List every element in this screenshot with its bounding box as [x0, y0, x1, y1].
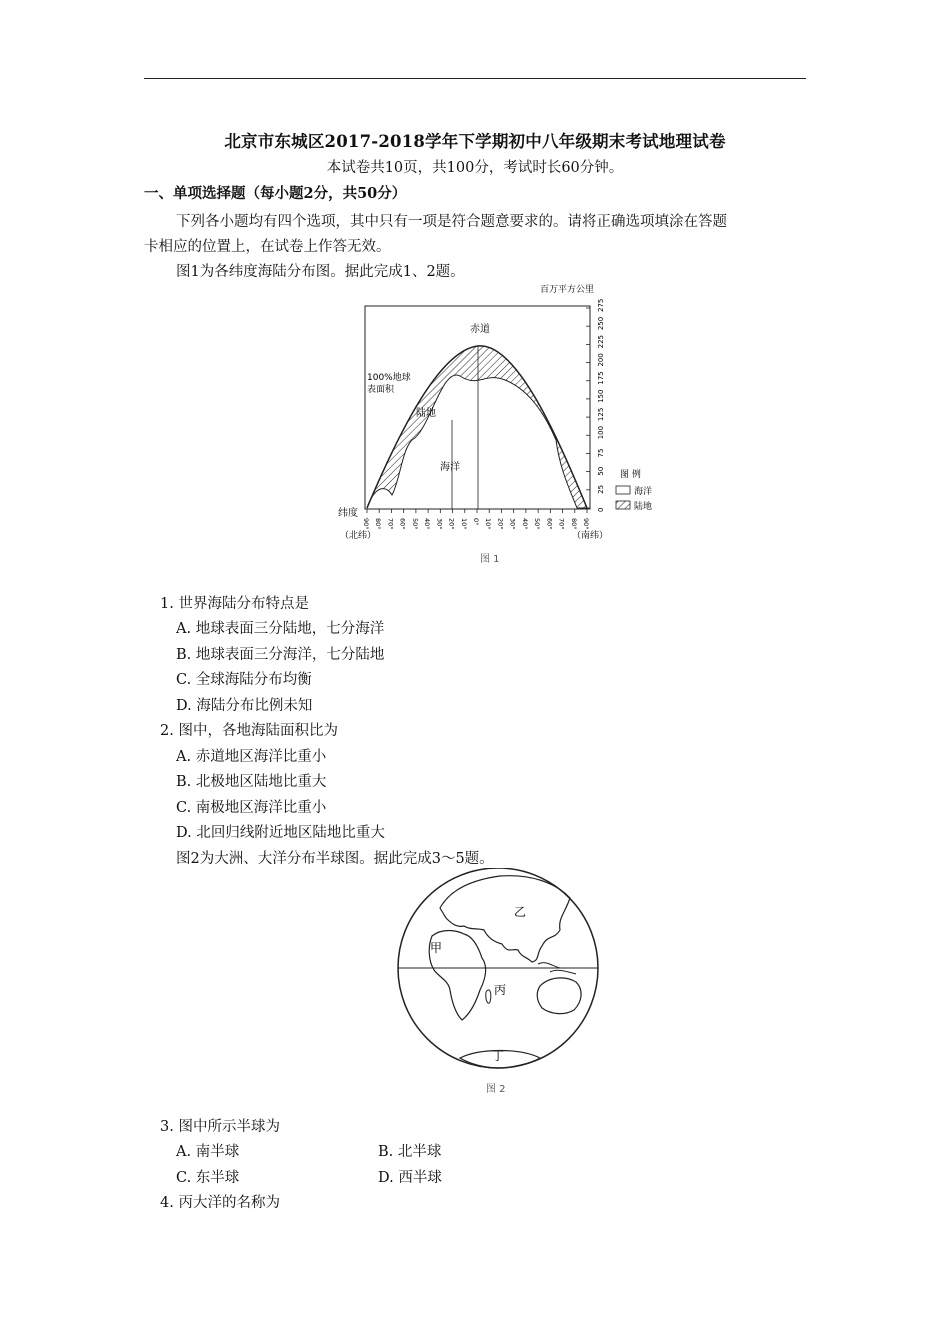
y-tick-label: 250 [597, 316, 605, 331]
y-tick-label: 200 [597, 353, 605, 367]
x-tick-label: 70° [557, 518, 566, 530]
x-tick-label: 60° [545, 518, 554, 530]
y-tick-label: 150 [597, 389, 605, 403]
y-tick-label: 125 [597, 407, 605, 422]
land-area [367, 346, 587, 508]
q1-option-d: D. 海陆分布比例未知 [176, 698, 313, 714]
plot-frame [365, 306, 590, 509]
x-axis-title: 纬度 [338, 508, 358, 519]
x-tick-label: 40° [520, 518, 529, 530]
equator-label: 赤道 [470, 324, 490, 335]
q1-option-b: B. 地球表面三分海洋，七分陆地 [176, 647, 385, 663]
x-tick-label: 50° [410, 518, 419, 530]
y-tick-label: 0 [597, 507, 605, 512]
north-label: （北纬） [340, 531, 377, 541]
total-label-1: 100%地球 [367, 373, 411, 383]
figure1-intro: 图1为各纬度海陆分布图。据此完成1、2题。 [176, 264, 465, 280]
q2-option-b: B. 北极地区陆地比重大 [176, 774, 327, 790]
x-tick-label: 90° [582, 518, 590, 530]
x-tick-label: 20° [447, 518, 456, 530]
figure1-caption: 图 1 [480, 554, 500, 565]
y-tick-label: 75 [597, 448, 605, 458]
q3-stem: 3. 图中所示半球为 [160, 1119, 280, 1135]
label-yi: 乙 [514, 905, 527, 919]
x-tick-label: 90° [362, 518, 370, 530]
x-tick-label: 70° [386, 518, 395, 530]
q3-option-d: D. 西半球 [378, 1170, 442, 1186]
instruction-line-2: 卡相应的位置上，在试卷上作答无效。 [144, 239, 391, 255]
y-tick-label: 50 [597, 466, 605, 476]
figure1-land-sea-chart [330, 280, 670, 570]
page-subtitle: 本试卷共10页，共100分，考试时长60分钟。 [326, 160, 624, 176]
q4-stem: 4. 丙大洋的名称为 [160, 1195, 280, 1211]
label-jia: 甲 [430, 941, 443, 955]
q3-option-b: B. 北半球 [378, 1144, 442, 1160]
legend-land: 陆地 [634, 502, 653, 512]
q2-option-c: C. 南极地区海洋比重小 [176, 800, 327, 816]
instruction-line-1: 下列各小题均有四个选项，其中只有一项是符合题意要求的。请将正确选项填涂在答题 [176, 214, 727, 230]
legend-ocean-swatch [616, 486, 630, 494]
q2-option-d: D. 北回归线附近地区陆地比重大 [176, 825, 385, 841]
x-tick-label: 30° [435, 518, 444, 530]
page-title: 北京市东城区2017-2018学年下学期初中八年级期末考试地理试卷 [224, 132, 726, 151]
figure2-hemisphere-map [390, 868, 610, 1098]
x-tick-label: 20° [496, 518, 505, 530]
figure2-intro: 图2为大洲、大洋分布半球图。据此完成3～5题。 [176, 851, 494, 867]
q2-stem: 2. 图中，各地海陆面积比为 [160, 723, 338, 739]
label-bing: 丙 [494, 983, 507, 997]
x-tick-label: 50° [533, 518, 542, 530]
total-label-2: 表面积 [367, 385, 395, 395]
header-rule [144, 78, 806, 79]
q3-option-a: A. 南半球 [176, 1144, 240, 1160]
y-axis [586, 299, 605, 512]
x-tick-label: 80° [569, 518, 578, 530]
legend-title: 图 例 [620, 470, 641, 480]
ocean-label: 海洋 [440, 462, 460, 473]
section-heading: 一、单项选择题（每小题2分，共50分） [144, 185, 407, 202]
x-axis [362, 509, 590, 530]
q1-option-a: A. 地球表面三分陆地，七分海洋 [176, 621, 385, 637]
legend-ocean: 海洋 [634, 487, 653, 497]
x-tick-label: 80° [374, 518, 383, 530]
x-tick-label: 10° [459, 518, 468, 530]
label-ding: 丁 [492, 1049, 505, 1063]
y-tick-label: 225 [597, 334, 605, 349]
figure2-caption: 图 2 [486, 1084, 506, 1095]
unit-label: 百万平方公里 [540, 285, 595, 295]
x-tick-label: 0° [472, 518, 480, 526]
y-tick-label: 275 [597, 298, 605, 312]
land-label: 陆地 [416, 408, 436, 419]
q1-stem: 1. 世界海陆分布特点是 [160, 596, 309, 612]
x-tick-label: 60° [398, 518, 407, 530]
q2-option-a: A. 赤道地区海洋比重小 [176, 749, 327, 765]
y-tick-label: 100 [597, 425, 605, 440]
q3-option-c: C. 东半球 [176, 1170, 240, 1186]
south-label: （南纬） [572, 531, 609, 541]
x-tick-label: 30° [508, 518, 517, 530]
x-tick-label: 10° [484, 518, 493, 530]
legend-land-swatch [616, 501, 630, 509]
q1-option-c: C. 全球海陆分布均衡 [176, 672, 312, 688]
y-tick-label: 25 [597, 484, 605, 494]
y-tick-label: 175 [597, 371, 605, 385]
x-tick-label: 40° [423, 518, 432, 530]
